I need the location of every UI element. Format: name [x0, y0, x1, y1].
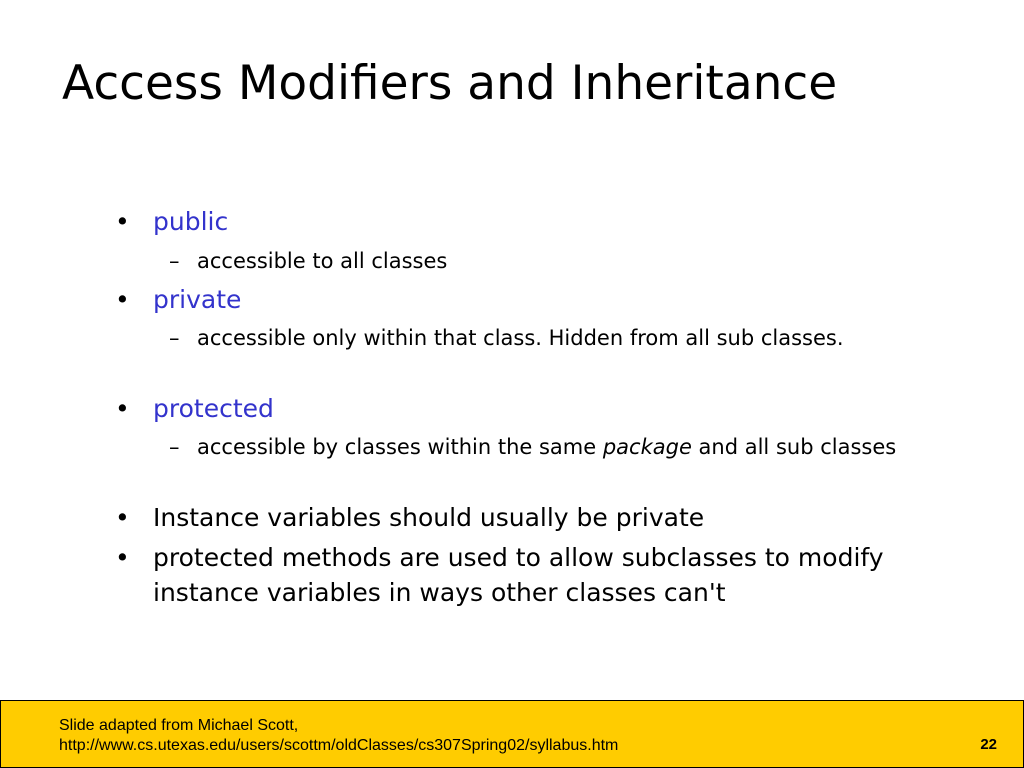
dash-marker: – [169, 435, 180, 459]
bullet-marker: • [115, 285, 130, 314]
bullet-text: protected methods are used to allow subclasses to modify instance variables in ways other classes can't [153, 543, 884, 607]
bullet-marker: • [115, 543, 130, 572]
sub-bullet-text: accessible only within that class. Hidden from all sub classes. [197, 326, 844, 350]
sub-bullet-public [169, 246, 917, 276]
bullet-public [115, 204, 933, 239]
footer-credit-line1: Slide adapted from Michael Scott, [59, 717, 299, 734]
bullet-label: private [153, 285, 242, 314]
bullet-instance-variables [115, 500, 933, 535]
bullet-protected [115, 391, 933, 426]
bullet-label: protected [153, 394, 274, 423]
bullet-private [115, 282, 933, 317]
bullet-marker: • [115, 503, 130, 532]
sub-bullet-protected [169, 432, 917, 462]
page-number: 22 [980, 736, 997, 753]
bullet-protected-methods [115, 540, 933, 610]
footer-bar [0, 700, 1024, 768]
sub-bullet-emphasis: package [602, 435, 692, 459]
footer-credit-url: http://www.cs.utexas.edu/users/scottm/oldClasses/cs307Spring02/syllabus.htm [59, 737, 619, 754]
bullet-marker: • [115, 207, 130, 236]
dash-marker: – [169, 249, 180, 273]
sub-bullet-text-after: and all sub classes [691, 435, 897, 459]
sub-bullet-text: accessible to all classes [197, 249, 448, 273]
slide-title: Access Modifiers and Inheritance [62, 56, 838, 111]
bullet-label: public [153, 207, 229, 236]
sub-bullet-text-before: accessible by classes within the same [197, 435, 603, 459]
footer-credit [59, 716, 618, 756]
bullet-text: Instance variables should usually be private [153, 503, 705, 532]
dash-marker: – [169, 326, 180, 350]
sub-bullet-private [169, 323, 917, 353]
bullet-marker: • [115, 394, 130, 423]
